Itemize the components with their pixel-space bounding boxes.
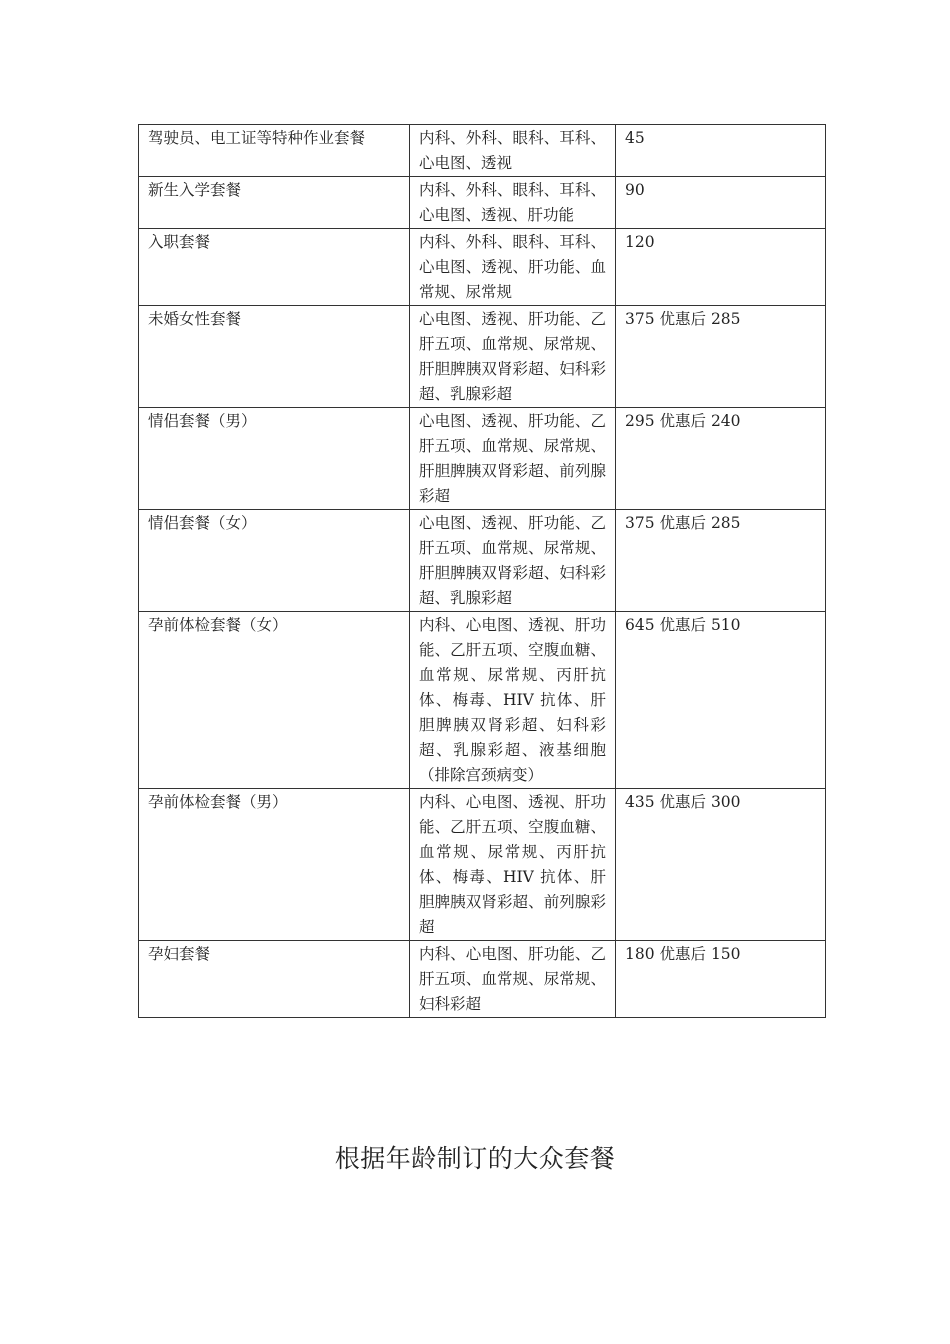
package-price: 180 优惠后 150: [616, 941, 826, 1018]
package-name: 情侣套餐（男）: [139, 408, 410, 510]
table-row: [139, 408, 826, 510]
package-items: 内科、外科、眼科、耳科、心电图、透视、肝功能、血常规、尿常规: [410, 229, 616, 306]
package-table: [138, 124, 826, 1018]
table-row: [139, 177, 826, 229]
package-items: 内科、外科、眼科、耳科、心电图、透视: [410, 125, 616, 177]
package-items: 内科、心电图、肝功能、乙肝五项、血常规、尿常规、妇科彩超: [410, 941, 616, 1018]
table-row: [139, 125, 826, 177]
table-row: [139, 306, 826, 408]
package-price: 120: [616, 229, 826, 306]
package-items: 心电图、透视、肝功能、乙肝五项、血常规、尿常规、肝胆脾胰双肾彩超、妇科彩超、乳腺彩超: [410, 306, 616, 408]
package-name: 新生入学套餐: [139, 177, 410, 229]
section-title: 根据年龄制订的大众套餐: [334, 1144, 616, 1173]
package-items: 内科、心电图、透视、肝功能、乙肝五项、空腹血糖、血常规、尿常规、丙肝抗体、梅毒、HIV 抗体、肝胆脾胰双肾彩超、妇科彩超、乳腺彩超、液基细胞（排除宫颈病变）: [410, 612, 616, 789]
package-price: 375 优惠后 285: [616, 510, 826, 612]
table-row: [139, 612, 826, 789]
package-name: 孕妇套餐: [139, 941, 410, 1018]
package-price: 375 优惠后 285: [616, 306, 826, 408]
package-price: 45: [616, 125, 826, 177]
package-items: 心电图、透视、肝功能、乙肝五项、血常规、尿常规、肝胆脾胰双肾彩超、前列腺彩超: [410, 408, 616, 510]
table-row: [139, 510, 826, 612]
package-items: 内科、心电图、透视、肝功能、乙肝五项、空腹血糖、血常规、尿常规、丙肝抗体、梅毒、HIV 抗体、肝胆脾胰双肾彩超、前列腺彩超: [410, 789, 616, 941]
package-name: 未婚女性套餐: [139, 306, 410, 408]
table-row: [139, 941, 826, 1018]
package-name: 入职套餐: [139, 229, 410, 306]
table-row: [139, 229, 826, 306]
package-price: 645 优惠后 510: [616, 612, 826, 789]
package-price: 435 优惠后 300: [616, 789, 826, 941]
package-price: 90: [616, 177, 826, 229]
package-items: 内科、外科、眼科、耳科、心电图、透视、肝功能: [410, 177, 616, 229]
package-price: 295 优惠后 240: [616, 408, 826, 510]
package-name: 情侣套餐（女）: [139, 510, 410, 612]
package-items: 心电图、透视、肝功能、乙肝五项、血常规、尿常规、肝胆脾胰双肾彩超、妇科彩超、乳腺彩超: [410, 510, 616, 612]
package-name: 孕前体检套餐（女）: [139, 612, 410, 789]
package-name: 驾驶员、电工证等特种作业套餐: [139, 125, 410, 177]
table-row: [139, 789, 826, 941]
package-name: 孕前体检套餐（男）: [139, 789, 410, 941]
